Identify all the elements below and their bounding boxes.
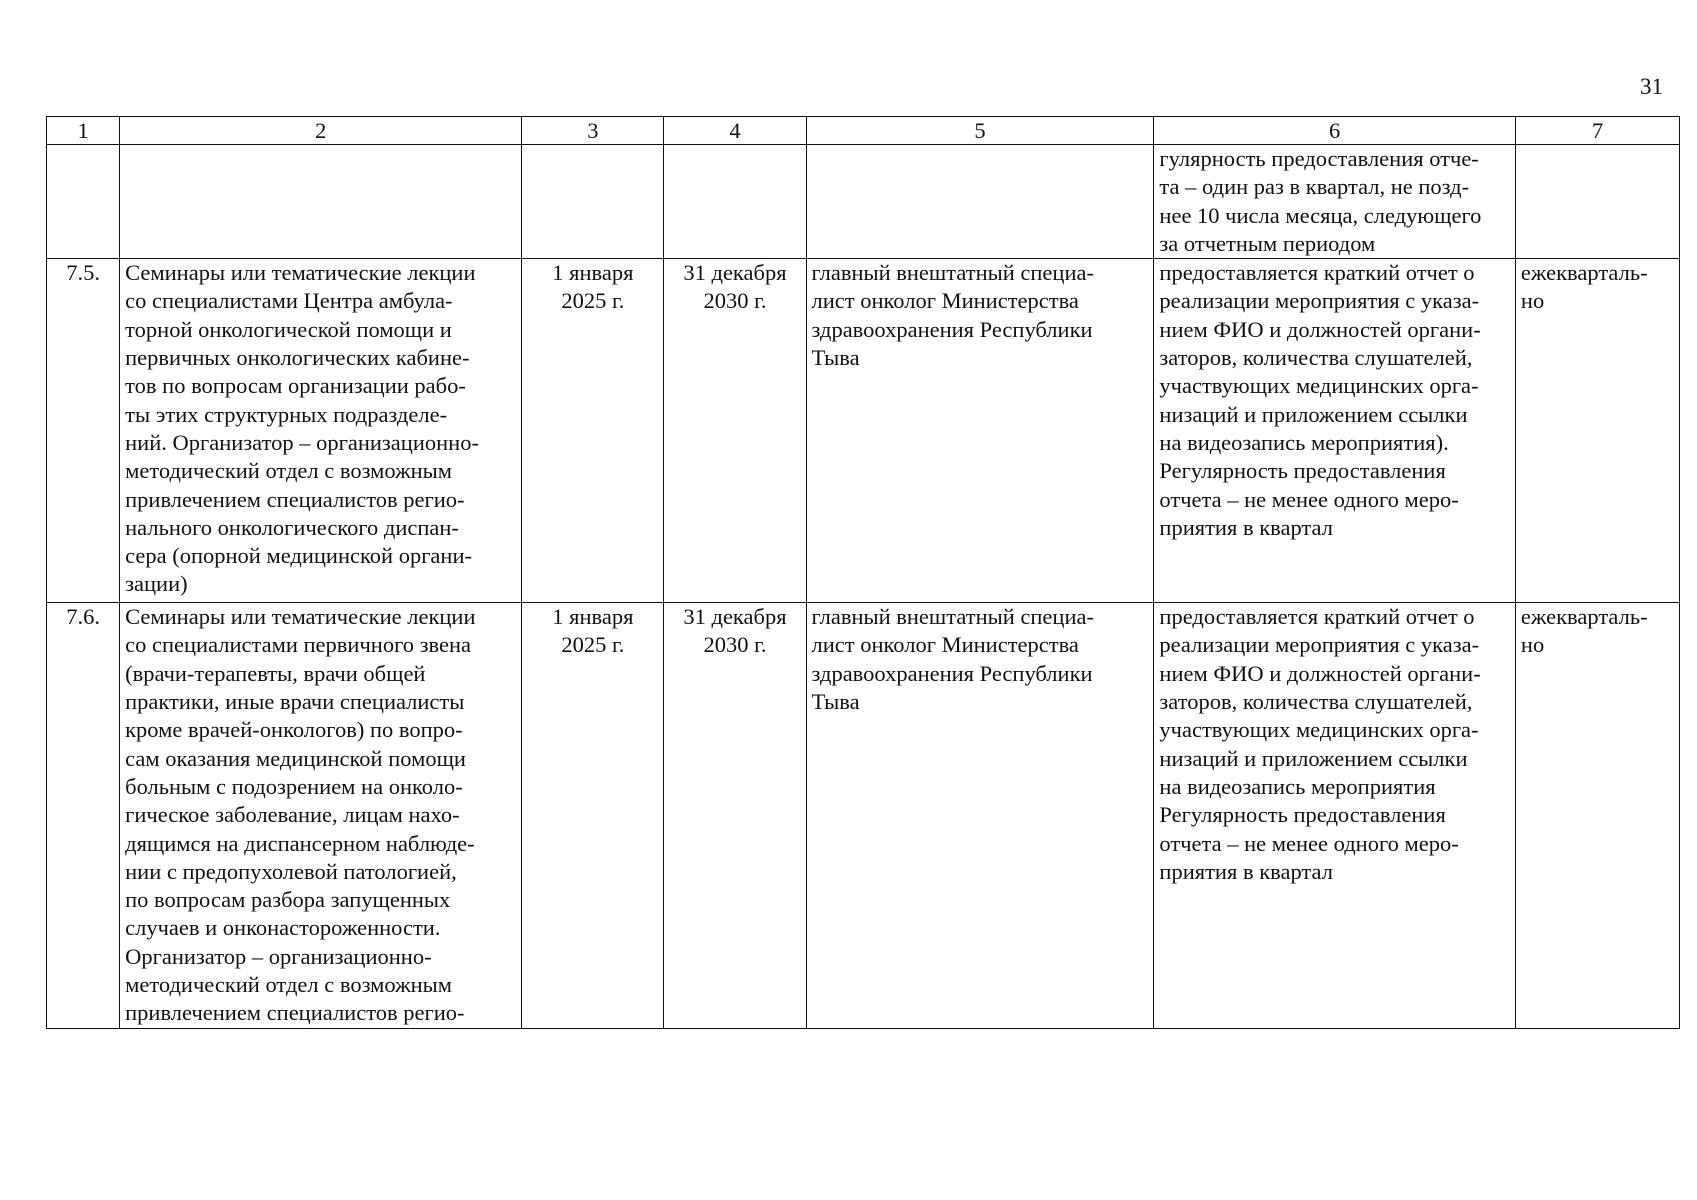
end-date-cell bbox=[664, 145, 806, 259]
responsible-cell: главный внештатный специа- лист онколог Министерства здравоохранения Республики Тыва bbox=[806, 259, 1154, 603]
report-cell: гулярность предоставления отче- та – один раз в квартал, не позд- нее 10 числа месяца, следующего за отчетным периодом bbox=[1154, 145, 1515, 259]
report-cell: предоставляется краткий отчет о реализации мероприятия с указа- нием ФИО и должностей органи- заторов, количества слушателей, участвующих медицинских орга- низаций и приложением ссылки на видеозапись мероприятия Регулярность предоставления отчета – не менее одного меро- приятия в квартал bbox=[1154, 603, 1515, 1028]
description-cell bbox=[120, 145, 522, 259]
table-row-7-5 bbox=[47, 259, 1680, 603]
responsible-cell bbox=[806, 145, 1154, 259]
column-header-3: 3 bbox=[522, 117, 664, 145]
row-number-cell: 7.6. bbox=[47, 603, 120, 1028]
report-cell: предоставляется краткий отчет о реализации мероприятия с указа- нием ФИО и должностей органи- заторов, количества слушателей, участвующих медицинских орга- низаций и приложением ссылки на видеозапись мероприятия). Регулярность предоставления отчета – не менее одного меро- приятия в квартал bbox=[1154, 259, 1515, 603]
column-header-1: 1 bbox=[47, 117, 120, 145]
column-header-4: 4 bbox=[664, 117, 806, 145]
table-row-continuation bbox=[47, 145, 1680, 259]
row-number-cell: 7.5. bbox=[47, 259, 120, 603]
table-header-row bbox=[47, 117, 1680, 145]
row-number-cell bbox=[47, 145, 120, 259]
page-number: 31 bbox=[1640, 74, 1663, 99]
column-header-6: 6 bbox=[1154, 117, 1515, 145]
start-date-cell bbox=[522, 145, 664, 259]
activities-table bbox=[46, 116, 1680, 1029]
end-date-cell: 31 декабря 2030 г. bbox=[664, 259, 806, 603]
frequency-cell bbox=[1515, 145, 1679, 259]
description-cell: Семинары или тематические лекции со специалистами первичного звена (врачи-терапевты, врачи общей практики, иные врачи специалисты кроме врачей-онкологов) по вопро- сам оказания медицинской помощи больным с подозрением на онколо- гическое заболевание, лицам нахо- дящимся на диспансерном наблюде- нии с предопухолевой патологией, по вопросам разбора запущенных случаев и онконастороженности. Организатор – организационно- методический отдел с возможным привлечением специалистов регио- bbox=[120, 603, 522, 1028]
column-header-5: 5 bbox=[806, 117, 1154, 145]
column-header-7: 7 bbox=[1515, 117, 1679, 145]
start-date-cell: 1 января 2025 г. bbox=[522, 259, 664, 603]
column-header-2: 2 bbox=[120, 117, 522, 145]
end-date-cell: 31 декабря 2030 г. bbox=[664, 603, 806, 1028]
responsible-cell: главный внештатный специа- лист онколог Министерства здравоохранения Республики Тыва bbox=[806, 603, 1154, 1028]
start-date-cell: 1 января 2025 г. bbox=[522, 603, 664, 1028]
frequency-cell: ежекварталь- но bbox=[1515, 259, 1679, 603]
table-row-7-6 bbox=[47, 603, 1680, 1028]
frequency-cell: ежекварталь- но bbox=[1515, 603, 1679, 1028]
description-cell: Семинары или тематические лекции со специалистами Центра амбула- торной онкологической помощи и первичных онкологических кабине- тов по вопросам организации рабо- ты этих структурных подразделе- ний. Организатор – организационно- методический отдел с возможным привлечением специалистов регио- нального онкологического диспан- сера (опорной медицинской органи- зации) bbox=[120, 259, 522, 603]
